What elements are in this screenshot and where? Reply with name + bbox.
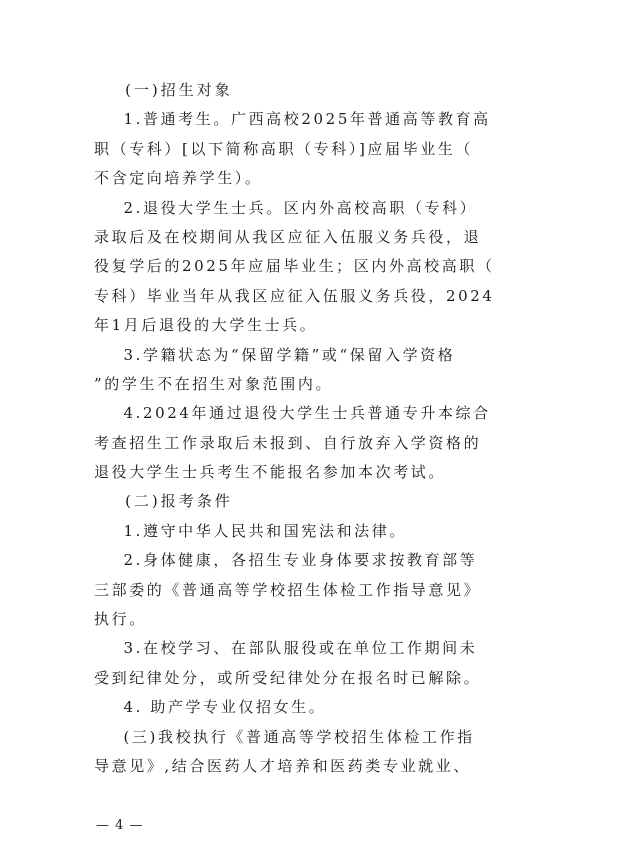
text-line: ”的学生不在招生对象范围内。	[94, 374, 334, 393]
text-line: 专科）毕业当年从我区应征入伍服义务兵役，2024	[94, 286, 495, 305]
text-line: 2.退役大学生士兵。区内外高校高职（专科）	[94, 198, 478, 217]
text-line: 4.2024年通过退役大学生士兵普通专升本综合	[94, 404, 491, 423]
text-line: 3.学籍状态为“保留学籍”或“保留入学资格	[94, 345, 456, 364]
text-line: 3.在校学习、在部队服役或在单位工作期间未	[94, 639, 478, 658]
text-line: 不含定向培养学生）。	[94, 169, 263, 188]
text-line: 录取后及在校期间从我区应征入伍服义务兵役，退	[94, 227, 482, 246]
document-body	[94, 76, 544, 781]
text-line: 三部委的《普通高等学校招生体检工作指导意见》	[94, 580, 482, 599]
text-line: (三)我校执行《普通高等学校招生体检工作指	[94, 727, 475, 746]
text-line: 导意见》,结合医药人才培养和医药类专业就业、	[94, 756, 471, 775]
text-line: 役复学后的2025年应届毕业生；区内外高校高职（	[94, 257, 495, 276]
text-line: 执行。	[94, 610, 147, 629]
text-line: 1.普通考生。广西高校2025年普通高等教育高	[94, 110, 491, 129]
text-line: 受到纪律处分，或所受纪律处分在报名时已解除。	[94, 668, 482, 687]
text-line: 考查招生工作录取后未报到、自行放弃入学资格的	[94, 433, 482, 452]
text-line: 年1月后退役的大学生士兵。	[94, 316, 318, 335]
text-line: 1.遵守中华人民共和国宪法和法律。	[94, 521, 407, 540]
text-line: 4. 助产学专业仅招女生。	[94, 698, 327, 717]
section-heading-2: (二)报考条件	[94, 492, 233, 511]
text-line: 职（专科）[以下简称高职（专科）]应届毕业生（	[94, 139, 474, 158]
text-line: 退役大学生士兵考生不能报名参加本次考试。	[94, 463, 447, 482]
page-number: — 4 —	[96, 818, 144, 833]
text-line: 2.身体健康，各招生专业身体要求按教育部等	[94, 551, 478, 570]
section-heading-1: (一)招生对象	[94, 81, 233, 99]
